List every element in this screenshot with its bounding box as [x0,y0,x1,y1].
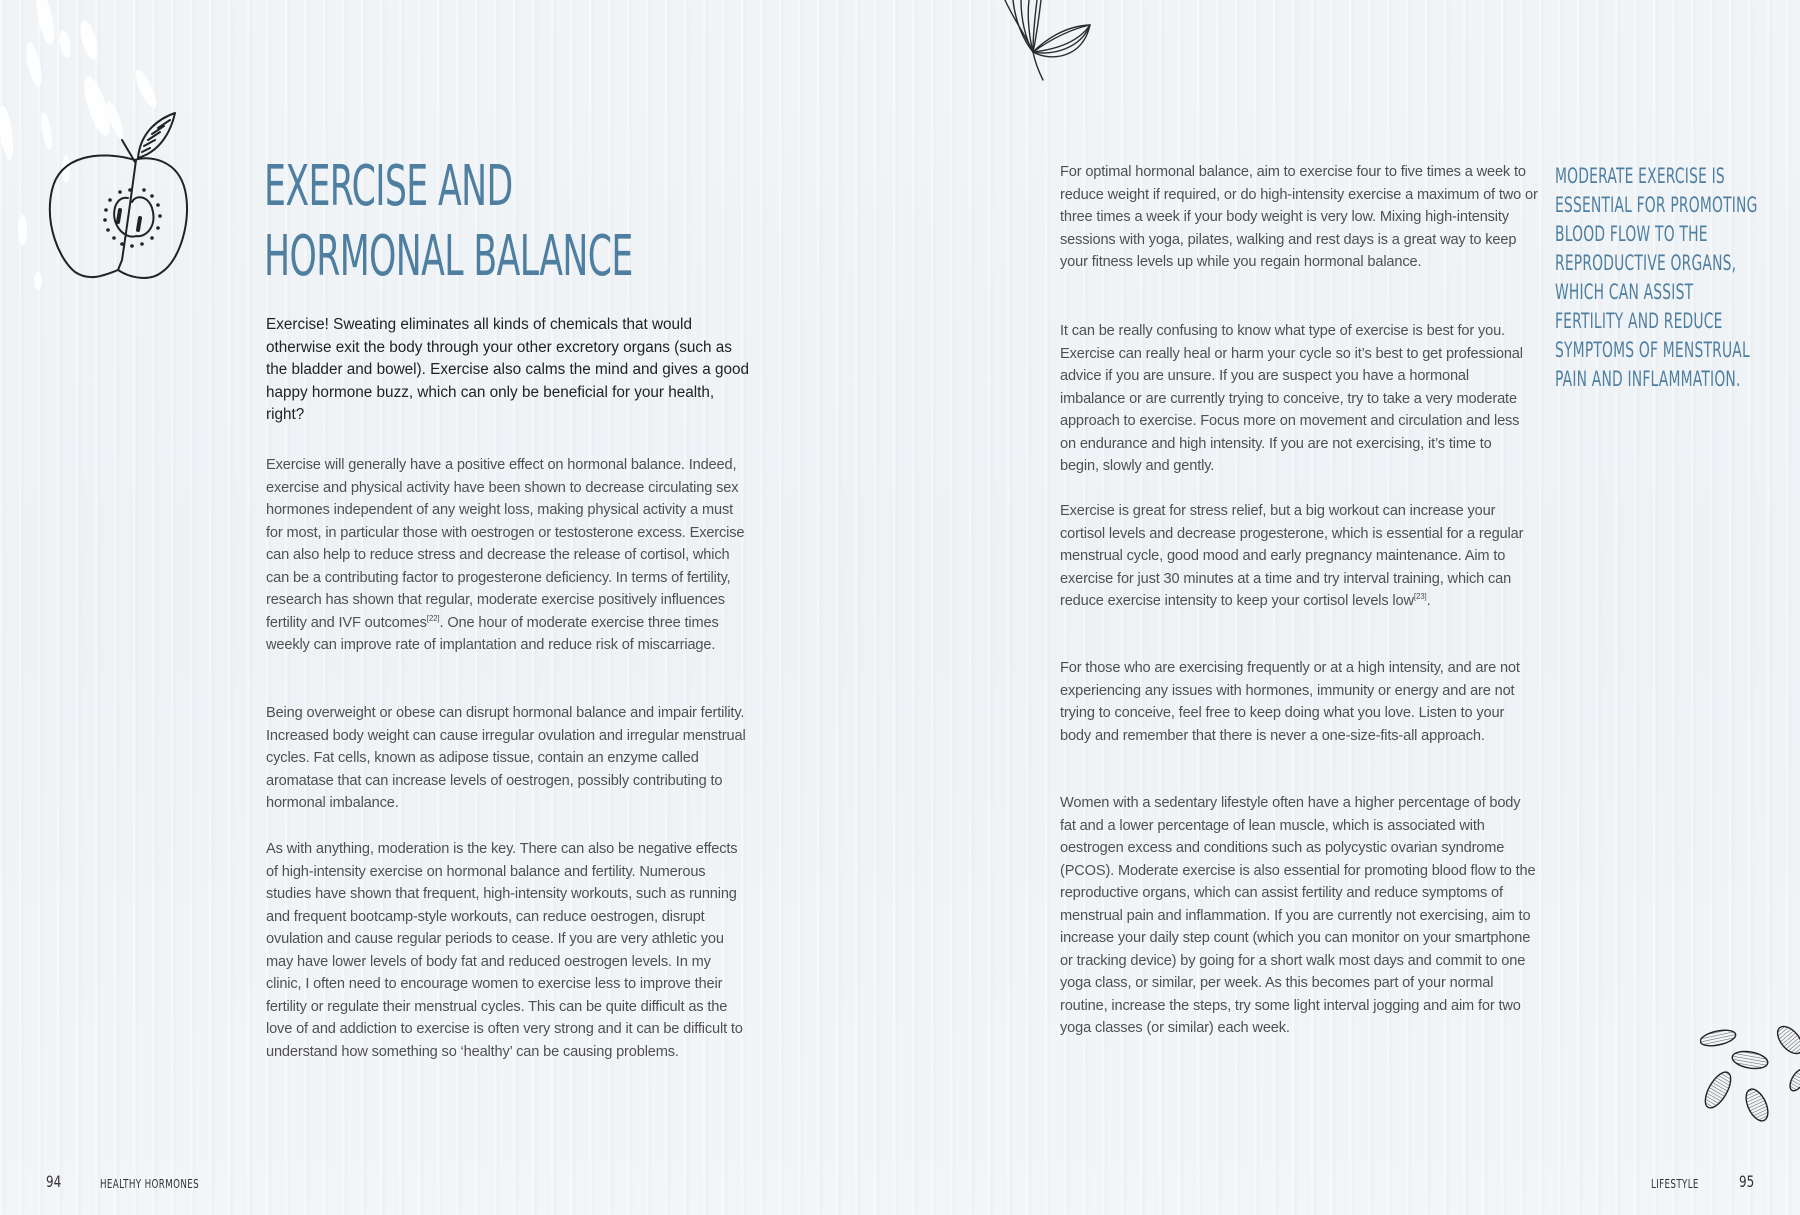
seeds-cluster-icon [1700,1020,1800,1130]
left-body-column [266,0,746,1215]
body-paragraph: As with anything, moderation is the key. There can also be negative effects of high-intensity exercise on hormonal balance and fertility. Numerous studies have shown that frequent, high-intensity workouts, such as running and frequent bootcamp-style workouts, can reduce oestrogen, disrupt ovulation and cause regular periods to cease. If you are very athletic you may have lower levels of body fat and reduced oestrogen levels. In my clinic, I often need to encourage women to exercise less to improve their fertility or regulate their menstrual cycles. This can be quite difficult as the love of and addiction to exercise is often very strong and it can be difficult to understand how something so ‘healthy’ can be causing problems. [266,841,743,1060]
body-paragraph: Exercise will generally have a positive effect on hormonal balance. Indeed, exercise and physical activity have been shown to decrease circulating sex hormones independent of any weight loss, making physical activity a must for most, in particular those with oestrogen or testosterone excess. Exercise can also help to reduce stress and decrease the release of cortisol, which can be a contributing factor to progesterone deficiency. In terms of fertility, research has shown that regular, moderate exercise positively influences fertility and IVF outcomes[22]. One hour of moderate exercise three times weekly can improve rate of implantation and reduce risk of miscarriage. [266,457,745,653]
running-head-left: HEALTHY HORMONES [100,1176,200,1191]
running-head-right: LIFESTYLE [1651,1176,1699,1191]
title-line-1: EXERCISE AND [264,154,513,219]
page-number-left: 94 [46,1172,62,1191]
citation: [22] [426,613,440,623]
apple-half-icon [40,110,200,290]
body-paragraph: For optimal hormonal balance, aim to exercise four to five times a week to reduce weight if required, or do high-intensity exercise a maximum of two or three times a week if your body weight is very low. Mixing high-intensity sessions with yoga, pilates, walking and rest days is a great way to keep your fitness levels up while you regain hormonal balance. [1060,164,1538,270]
body-paragraph: Exercise is great for stress relief, but a big workout can increase your cortisol levels and decrease progesterone, which is essential for a regular menstrual cycle, good mood and early pregnancy maintenance. Aim to exercise for just 30 minutes at a time and try interval training, which can reduce exercise intensity to keep your cortisol levels low[23]. [1060,503,1524,609]
body-paragraph: For those who are exercising frequently or at a high intensity, and are not experiencing any issues with hormones, immunity or energy and are not trying to conceive, feel free to keep doing what you love. Listen to your body and remember that there is never a one-size-fits-all approach. [1060,660,1520,744]
page-number-right: 95 [1739,1172,1755,1191]
body-paragraph: Being overweight or obese can disrupt hormonal balance and impair fertility. Increased body weight can cause irregular ovulation and irregular menstrual cycles. Fat cells, known as adipose tissue, contain an enzyme called aromatase that can increase levels of oestrogen, possibly contributing to hormonal imbalance. [266,705,746,811]
right-body-column [1060,0,1538,1215]
body-paragraph: It can be really confusing to know what type of exercise is best for you. Exercise can really heal or harm your cycle so it’s best to get professional advice if you are unsure. If you are suspect you have a hormonal imbalance or are currently trying to conceive, try to take a very moderate approach to exercise. Focus more on movement and circulation and less on endurance and high intensity. If you are not exercising, it’s time to begin, slowly and gently. [1060,323,1523,474]
body-paragraph: Women with a sedentary lifestyle often have a higher percentage of body fat and a lower percentage of lean muscle, which is associated with oestrogen excess and conditions such as polycystic ovarian syndrome (PCOS). Moderate exercise is also essential for promoting blood flow to the reproductive organs, which can assist fertility and reduce symptoms of menstrual pain and inflammation. If you are currently not exercising, aim to increase your daily step count (which you can monitor on your smartphone or tracking device) by going for a short walk most days and commit to one yoga class, or similar, per week. As this becomes part of your normal routine, increase the steps, try some light interval jogging and aim for two yoga classes (or similar) each week. [1060,795,1536,1036]
title-line-2: HORMONAL BALANCE [264,224,633,289]
citation: [23] [1413,592,1427,602]
pull-quote: MODERATE EXERCISE IS ESSENTIAL FOR PROMOTING BLOOD FLOW TO THE REPRODUCTIVE ORGANS, WHICH CAN ASSIST FERTILITY AND REDUCE SYMPTOMS OF MENSTRUAL PAIN AND INFLAMMATION. [1555,164,1758,391]
intro-paragraph: Exercise! Sweating eliminates all kinds of chemicals that would otherwise exit the body through your other excretory organs (such as the bladder and bowel). Exercise also calms the mind and gives a good happy hormone buzz, which can only be beneficial for your health, right? [266,316,749,423]
